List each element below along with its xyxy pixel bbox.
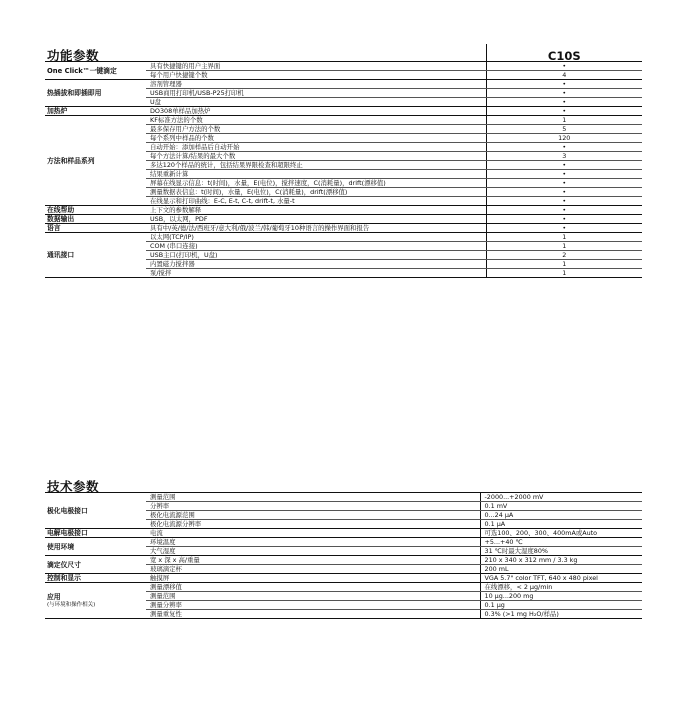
tech-category bbox=[45, 583, 146, 619]
function-feature: 具有中/英/德/法/西班牙/意大利/俄/波兰/韩/葡萄牙10种语言的操作界面和报告 bbox=[146, 224, 486, 233]
tech-parameter: 电流 bbox=[146, 529, 480, 538]
tech-row bbox=[45, 574, 642, 583]
function-feature: 每个系列中样品的个数 bbox=[146, 134, 486, 143]
function-feature: 每个用户快捷键个数 bbox=[146, 71, 486, 80]
function-value: • bbox=[486, 179, 642, 188]
function-category: 通讯接口 bbox=[45, 233, 146, 278]
tech-value: 0.1 µA bbox=[480, 520, 642, 529]
tech-row bbox=[45, 538, 642, 547]
function-value: • bbox=[486, 206, 642, 215]
tech-parameter: 测量漂移值 bbox=[146, 583, 480, 592]
tech-parameter: 极化电流源分辨率 bbox=[146, 520, 480, 529]
function-value: 1 bbox=[486, 269, 642, 278]
function-value: • bbox=[486, 89, 642, 98]
function-value: • bbox=[486, 197, 642, 206]
tech-category-note: (与环境和操作相关) bbox=[47, 601, 96, 608]
tech-category bbox=[45, 493, 146, 529]
function-value: • bbox=[486, 80, 642, 89]
function-value: • bbox=[486, 62, 642, 71]
function-value: • bbox=[486, 161, 642, 170]
function-feature: 具有快捷键的用户主界面 bbox=[146, 62, 486, 71]
tech-parameter: 环境温度 bbox=[146, 538, 480, 547]
tech-category-label: 电解电极接口 bbox=[47, 529, 88, 537]
tech-row bbox=[45, 583, 642, 592]
function-feature: COM (串口连接) bbox=[146, 242, 486, 251]
tech-value: +5...+40 ℃ bbox=[480, 538, 642, 547]
tech-parameter: 极化电流源范围 bbox=[146, 511, 480, 520]
function-feature: 以太网(TCP/IP) bbox=[146, 233, 486, 242]
tech-category-label: 应用 bbox=[47, 592, 61, 601]
function-row bbox=[45, 233, 642, 242]
function-feature: USB商用打印机/USB-P25打印机 bbox=[146, 89, 486, 98]
function-value: • bbox=[486, 188, 642, 197]
function-feature: 结果重新计算 bbox=[146, 170, 486, 179]
function-value: 1 bbox=[486, 116, 642, 125]
tech-value: 31 ℃时最大湿度80% bbox=[480, 547, 642, 556]
function-value: • bbox=[486, 215, 642, 224]
function-category: 数据输出 bbox=[45, 215, 146, 224]
function-category: 在线帮助 bbox=[45, 206, 146, 215]
tech-category bbox=[45, 529, 146, 538]
tech-parameter: 测量重复性 bbox=[146, 610, 480, 619]
function-value: 1 bbox=[486, 233, 642, 242]
tech-value: 在线漂移，< 2 µg/min bbox=[480, 583, 642, 592]
function-feature: 上下文的参数解释 bbox=[146, 206, 486, 215]
tech-row bbox=[45, 493, 642, 502]
function-value: 4 bbox=[486, 71, 642, 80]
function-row bbox=[45, 206, 642, 215]
tech-category-label: 使用环境 bbox=[47, 542, 75, 551]
tech-value: 0...24 µA bbox=[480, 511, 642, 520]
function-feature: 自动开始：添加样品后自动开始 bbox=[146, 143, 486, 152]
tech-parameter: 大气湿度 bbox=[146, 547, 480, 556]
function-feature: KF标准方法的个数 bbox=[146, 116, 486, 125]
model-header: C10S bbox=[486, 44, 642, 61]
tech-value: VGA 5.7" color TFT, 640 x 480 pixel bbox=[480, 574, 642, 583]
function-feature: 溶剂管理器 bbox=[146, 80, 486, 89]
tech-value: 10 µg...200 mg bbox=[480, 592, 642, 601]
function-value: • bbox=[486, 107, 642, 116]
tech-parameter: 触摸屏 bbox=[146, 574, 480, 583]
function-feature: 在线显示和打印曲线：E-C, E-t, C-t, drift-t, 水量-t bbox=[146, 197, 486, 206]
function-value: 120 bbox=[486, 134, 642, 143]
tech-value: 210 x 340 x 312 mm / 3.3 kg bbox=[480, 556, 642, 565]
tech-value: -2000...+2000 mV bbox=[480, 493, 642, 502]
tech-parameter: 测量分辨率 bbox=[146, 601, 480, 610]
function-value: • bbox=[486, 224, 642, 233]
tech-category-label: 极化电极接口 bbox=[47, 506, 88, 515]
function-feature: 每个方法计算/结果的最大个数 bbox=[146, 152, 486, 161]
function-category: One Click™一键滴定 bbox=[45, 62, 146, 80]
function-feature: DO308单样品加热炉 bbox=[146, 107, 486, 116]
function-category: 语言 bbox=[45, 224, 146, 233]
tech-parameter: 分辨率 bbox=[146, 502, 480, 511]
tech-category-label: 控制和显示 bbox=[47, 574, 81, 582]
function-category: 加热炉 bbox=[45, 107, 146, 116]
tech-category bbox=[45, 556, 146, 574]
tech-category bbox=[45, 574, 146, 583]
function-feature: 屏幕在线显示信息：t(时间)，水量，E(电位)，搅拌速度，C(消耗量)，drift(漂移值) bbox=[146, 179, 486, 188]
function-parameters-table bbox=[45, 44, 642, 278]
technical-parameters-title: 技术参数 bbox=[47, 479, 100, 494]
function-row bbox=[45, 80, 642, 89]
function-feature: 测量数据表信息：t(时间)，水量，E(电位)，C(消耗量)，drift(漂移值) bbox=[146, 188, 486, 197]
function-category: 方法和样品系列 bbox=[45, 116, 146, 206]
function-parameters-title: 功能参数 bbox=[47, 48, 100, 63]
function-value: • bbox=[486, 143, 642, 152]
function-feature: USB主口(打印机，U盘) bbox=[146, 251, 486, 260]
tech-parameter: 测量范围 bbox=[146, 592, 480, 601]
tech-parameter: 宽 x 深 x 高/重量 bbox=[146, 556, 480, 565]
tech-row bbox=[45, 529, 642, 538]
function-row bbox=[45, 107, 642, 116]
tech-value: 0.1 µg bbox=[480, 601, 642, 610]
tech-value: 200 mL bbox=[480, 565, 642, 574]
tech-category-label: 滴定仪尺寸 bbox=[47, 560, 81, 569]
function-category: 热插拔和即插即用 bbox=[45, 80, 146, 107]
tech-category bbox=[45, 538, 146, 556]
function-feature: 最多保存用户方法的个数 bbox=[146, 125, 486, 134]
tech-row bbox=[45, 556, 642, 565]
tech-value: 0.3% (>1 mg H₂O/样品) bbox=[480, 610, 642, 619]
tech-parameter: 测量范围 bbox=[146, 493, 480, 502]
technical-parameters-table bbox=[45, 475, 642, 619]
function-feature: 泵/搅拌 bbox=[146, 269, 486, 278]
function-row bbox=[45, 215, 642, 224]
tech-parameter: 玻璃滴定杯 bbox=[146, 565, 480, 574]
tech-value: 0.1 mV bbox=[480, 502, 642, 511]
function-value: • bbox=[486, 170, 642, 179]
function-feature: USB，以太网，PDF bbox=[146, 215, 486, 224]
function-value: 1 bbox=[486, 242, 642, 251]
function-row bbox=[45, 116, 642, 125]
function-value: 3 bbox=[486, 152, 642, 161]
function-value: 5 bbox=[486, 125, 642, 134]
tech-value: 可选100、200、300、400mA或Auto bbox=[480, 529, 642, 538]
function-value: • bbox=[486, 98, 642, 107]
function-feature: U盘 bbox=[146, 98, 486, 107]
function-row bbox=[45, 224, 642, 233]
technical-parameters-section bbox=[45, 475, 642, 619]
function-parameters-section bbox=[45, 44, 642, 278]
function-value: 2 bbox=[486, 251, 642, 260]
function-feature: 内置磁力搅拌器 bbox=[146, 260, 486, 269]
function-feature: 多达120个样品的统计，包括结果界限检查和超限终止 bbox=[146, 161, 486, 170]
function-value: 1 bbox=[486, 260, 642, 269]
